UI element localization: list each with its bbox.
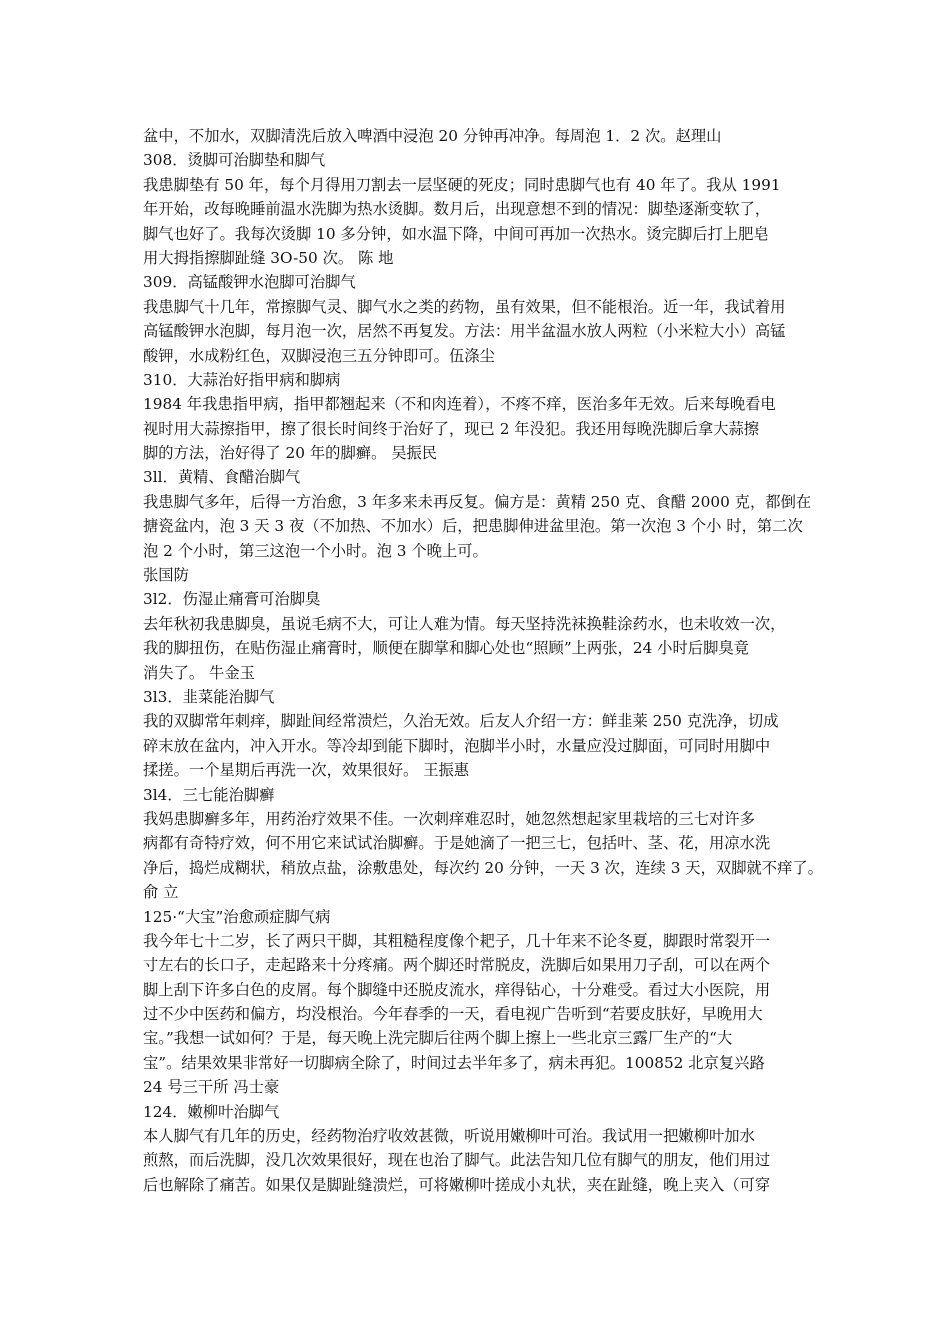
text-line: 我的脚扭伤，在贴伤湿止痛膏时，顺便在脚掌和脚心处也“照顾”上两张，24 小时后脚臭竟 [143, 639, 749, 658]
text-line: 寸左右的长口子，走起路来十分疼痛。两个脚还时常脱皮，洗脚后如果用刀子刮，可以在两个 [143, 956, 771, 975]
text-line: 煎熬，而后洗脚，没几次效果很好，现在也治了脚气。此法告知几位有脚气的朋友，他们用过 [143, 1151, 771, 1170]
text-line: 宝”。结果效果非常好一切脚病全除了，时间过去半年多了，病未再犯。100852 北京复兴路 [143, 1053, 765, 1072]
text-line: 我患脚气多年，后得一方治愈，3 年多来未再反复。偏方是：黄精 250 克、食醋 2000 克，都倒在 [143, 492, 812, 511]
text-line: 揉搓。一个星期后再洗一次，效果很好。 王振惠 [143, 761, 470, 780]
section-heading: 125·“大宝”治愈顽症脚气病 [143, 907, 331, 926]
section-heading: 3l2．伤湿止痛膏可治脚臭 [143, 590, 321, 609]
text-line: 过不少中医药和偏方，均没根治。今年春季的一天，看电视广告听到“若要皮肤好，早晚用大 [143, 1005, 763, 1024]
section-heading: 309．高锰酸钾水泡脚可治脚气 [143, 273, 356, 292]
text-line: 盆中，不加水，双脚清洗后放入啤酒中浸泡 20 分钟再冲净。每周泡 1．2 次。赵理山 [143, 127, 722, 145]
text-line: 后也解除了痛苦。如果仅是脚趾缝溃烂，可将嫩柳叶搓成小丸状，夹在趾缝，晚上夹入（可穿 [143, 1175, 771, 1194]
text-line: 高锰酸钾水泡脚，每月泡一次，居然不再复发。方法：用半盆温水放人两粒（小米粒大小）高锰 [143, 322, 786, 341]
section-heading: 308．烫脚可治脚垫和脚气 [143, 151, 326, 170]
text-line: 泡 2 个小时，第三这泡一个小时。泡 3 个晚上可。 [143, 541, 488, 560]
text-line: 宝。”我想一试如何？于是，每天晚上洗完脚后往两个脚上擦上一些北京三露厂生产的“大 [143, 1029, 733, 1048]
text-line: 俞 立 [143, 883, 179, 902]
text-line: 我的双脚常年刺痒，脚趾间经常溃烂，久治无效。后友人介绍一方：鲜韭莱 250 克洗净，切成 [143, 712, 779, 731]
text-line: 脚气也好了。我每次烫脚 10 多分钟，如水温下降，中间可再加一次热水。烫完脚后打上肥皂 [143, 224, 769, 243]
text-line: 净后，捣烂成糊状，稍放点盐，涂敷患处，每次约 20 分钟，一天 3 次，连续 3 天，双脚就不痒了。 [143, 858, 823, 877]
text-line: 去年秋初我患脚臭，虽说毛病不大，可让人难为情。每天坚持洗袜换鞋涂药水，也未收效一次， [143, 614, 786, 633]
text-line: 脚上刮下许多白色的皮屑。每个脚缝中还脱皮流水，痒得钻心，十分难受。看过大小医院，用 [143, 980, 771, 999]
text-line: 碎末放在盆内，冲入开水。等冷却到能下脚时，泡脚半小时，水量应没过脚面，可同时用脚中 [143, 736, 771, 755]
text-line: 用大拇指擦脚趾缝 3O-50 次。 陈 地 [143, 248, 394, 267]
text-line: 我患脚气十几年，常擦脚气灵、脚气水之类的药物，虽有效果，但不能根治。近一年，我试着用 [143, 297, 786, 316]
text-line: 1984 年我患指甲病，指甲都翘起来（不和肉连着），不疼不痒，医治多年无效。后来每晚看电 [143, 395, 776, 414]
text-line: 搪瓷盆内，泡 3 天 3 夜（不加热、不加水）后，把患脚伸进盆里泡。第一次泡 3 个小 时，第二次 [143, 517, 803, 536]
section-heading: 310．大蒜治好指甲病和脚病 [143, 370, 341, 389]
section-heading: 3l4．三七能治脚癣 [143, 785, 275, 804]
text-line: 年开始，改每晚睡前温水洗脚为热水烫脚。数月后，出现意想不到的情况：脚垫逐渐变软了， [143, 200, 771, 219]
text-line: 我患脚垫有 50 年，每个月得用刀割去一层坚硬的死皮；同时患脚气也有 40 年了。我从 1991 [143, 175, 781, 194]
document-page [143, 124, 823, 1197]
text-line: 24 号三干所 冯士豪 [143, 1078, 280, 1097]
section-heading: 3ll．黄精、食醋治脚气 [143, 468, 301, 487]
text-line: 脚的方法，治好得了 20 年的脚癣。 吴振民 [143, 444, 438, 463]
text-line: 酸钾，水成粉红色，双脚浸泡三五分钟即可。伍涤尘 [143, 346, 495, 365]
section-heading: 124．嫩柳叶治脚气 [143, 1102, 280, 1121]
text-line: 消失了。 牛金玉 [143, 663, 255, 682]
text-line: 张国防 [143, 566, 189, 585]
text-line: 病都有奇特疗效，何不用它来试试治脚癣。于是她滴了一把三七，包括叶、茎、花，用凉水洗 [143, 834, 771, 853]
text-line: 视时用大蒜擦指甲，擦了很长时间终于治好了，现已 2 年没犯。我还用每晚洗脚后拿大蒜擦 [143, 419, 760, 438]
section-heading: 3l3．韭菜能治脚气 [143, 687, 275, 706]
text-line: 我妈患脚癣多年，用药治疗效果不佳。一次刺痒难忍时，她忽然想起家里栽培的三七对许多 [143, 809, 755, 828]
text-line: 我今年七十二岁，长了两只干脚，其粗糙程度像个耙子，几十年来不论冬夏，脚跟时常裂开一 [143, 931, 771, 950]
text-line: 本人脚气有几年的历史，经药物治疗收效甚微，听说用嫩柳叶可治。我试用一把嫩柳叶加水 [143, 1127, 755, 1146]
